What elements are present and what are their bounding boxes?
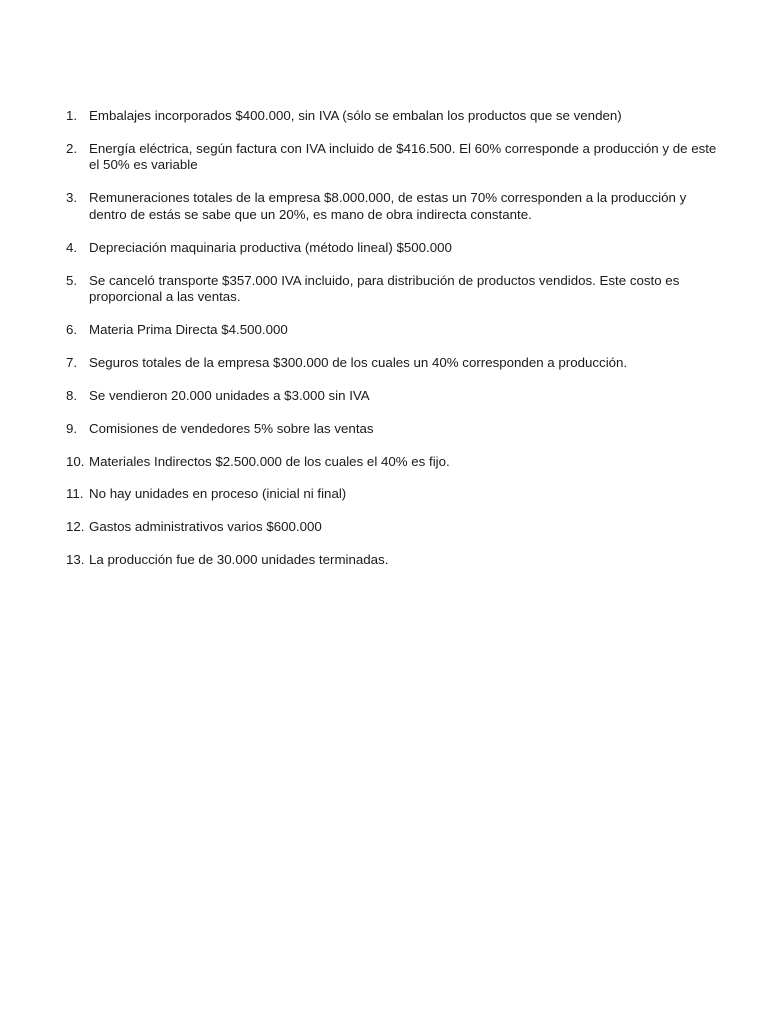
item-text: Materiales Indirectos $2.500.000 de los cuales el 40% es fijo. bbox=[89, 453, 450, 469]
item-text: Gastos administrativos varios $600.000 bbox=[89, 519, 322, 535]
list-item bbox=[66, 388, 726, 405]
item-number: 11. bbox=[66, 486, 84, 502]
list-item bbox=[66, 552, 726, 569]
item-text: No hay unidades en proceso (inicial ni final) bbox=[89, 486, 347, 502]
list-item bbox=[66, 519, 726, 536]
item-number: 1. bbox=[66, 108, 78, 123]
item-number: 13. bbox=[66, 552, 85, 568]
list-item bbox=[66, 486, 726, 503]
list-item bbox=[66, 108, 726, 125]
item-text: Materia Prima Directa $4.500.000 bbox=[89, 321, 288, 337]
item-text: Embalajes incorporados $400.000, sin IVA (sólo se embalan los productos que se venden) bbox=[89, 108, 622, 123]
item-number: 2. bbox=[66, 140, 78, 156]
list-item bbox=[66, 454, 726, 471]
list-item bbox=[66, 421, 726, 438]
item-number: 6. bbox=[66, 321, 78, 337]
list-item bbox=[66, 240, 726, 257]
item-text: Se canceló transporte $357.000 IVA incluido, para distribución de productos vendidos. Este costo es proporcional a las ventas. bbox=[89, 272, 680, 305]
list-item bbox=[66, 273, 726, 306]
item-number: 8. bbox=[66, 387, 78, 403]
list-item bbox=[66, 190, 726, 223]
item-text: La producción fue de 30.000 unidades terminadas. bbox=[89, 552, 389, 568]
item-text: Comisiones de vendedores 5% sobre las ventas bbox=[89, 420, 374, 436]
item-number: 5. bbox=[66, 272, 78, 288]
item-number: 7. bbox=[66, 354, 78, 370]
numbered-list bbox=[66, 108, 726, 585]
item-text: Depreciación maquinaria productiva (método lineal) $500.000 bbox=[89, 239, 452, 255]
item-number: 9. bbox=[66, 420, 78, 436]
item-text: Remuneraciones totales de la empresa $8.000.000, de estas un 70% corresponden a la producción y dentro de estás se sabe que un 20%, es mano de obra indirecta constante. bbox=[89, 190, 687, 222]
list-item bbox=[66, 322, 726, 339]
item-number: 12. bbox=[66, 519, 85, 535]
item-text: Se vendieron 20.000 unidades a $3.000 sin IVA bbox=[89, 387, 370, 403]
item-number: 3. bbox=[66, 190, 78, 206]
item-number: 10. bbox=[66, 453, 85, 469]
item-text: Energía eléctrica, según factura con IVA incluido de $416.500. El 60% corresponde a producción y de este el 50% es variable bbox=[89, 140, 717, 173]
list-item bbox=[66, 141, 726, 174]
item-text: Seguros totales de la empresa $300.000 de los cuales un 40% corresponden a producción. bbox=[89, 354, 628, 370]
item-number: 4. bbox=[66, 239, 78, 255]
list-item bbox=[66, 355, 726, 372]
